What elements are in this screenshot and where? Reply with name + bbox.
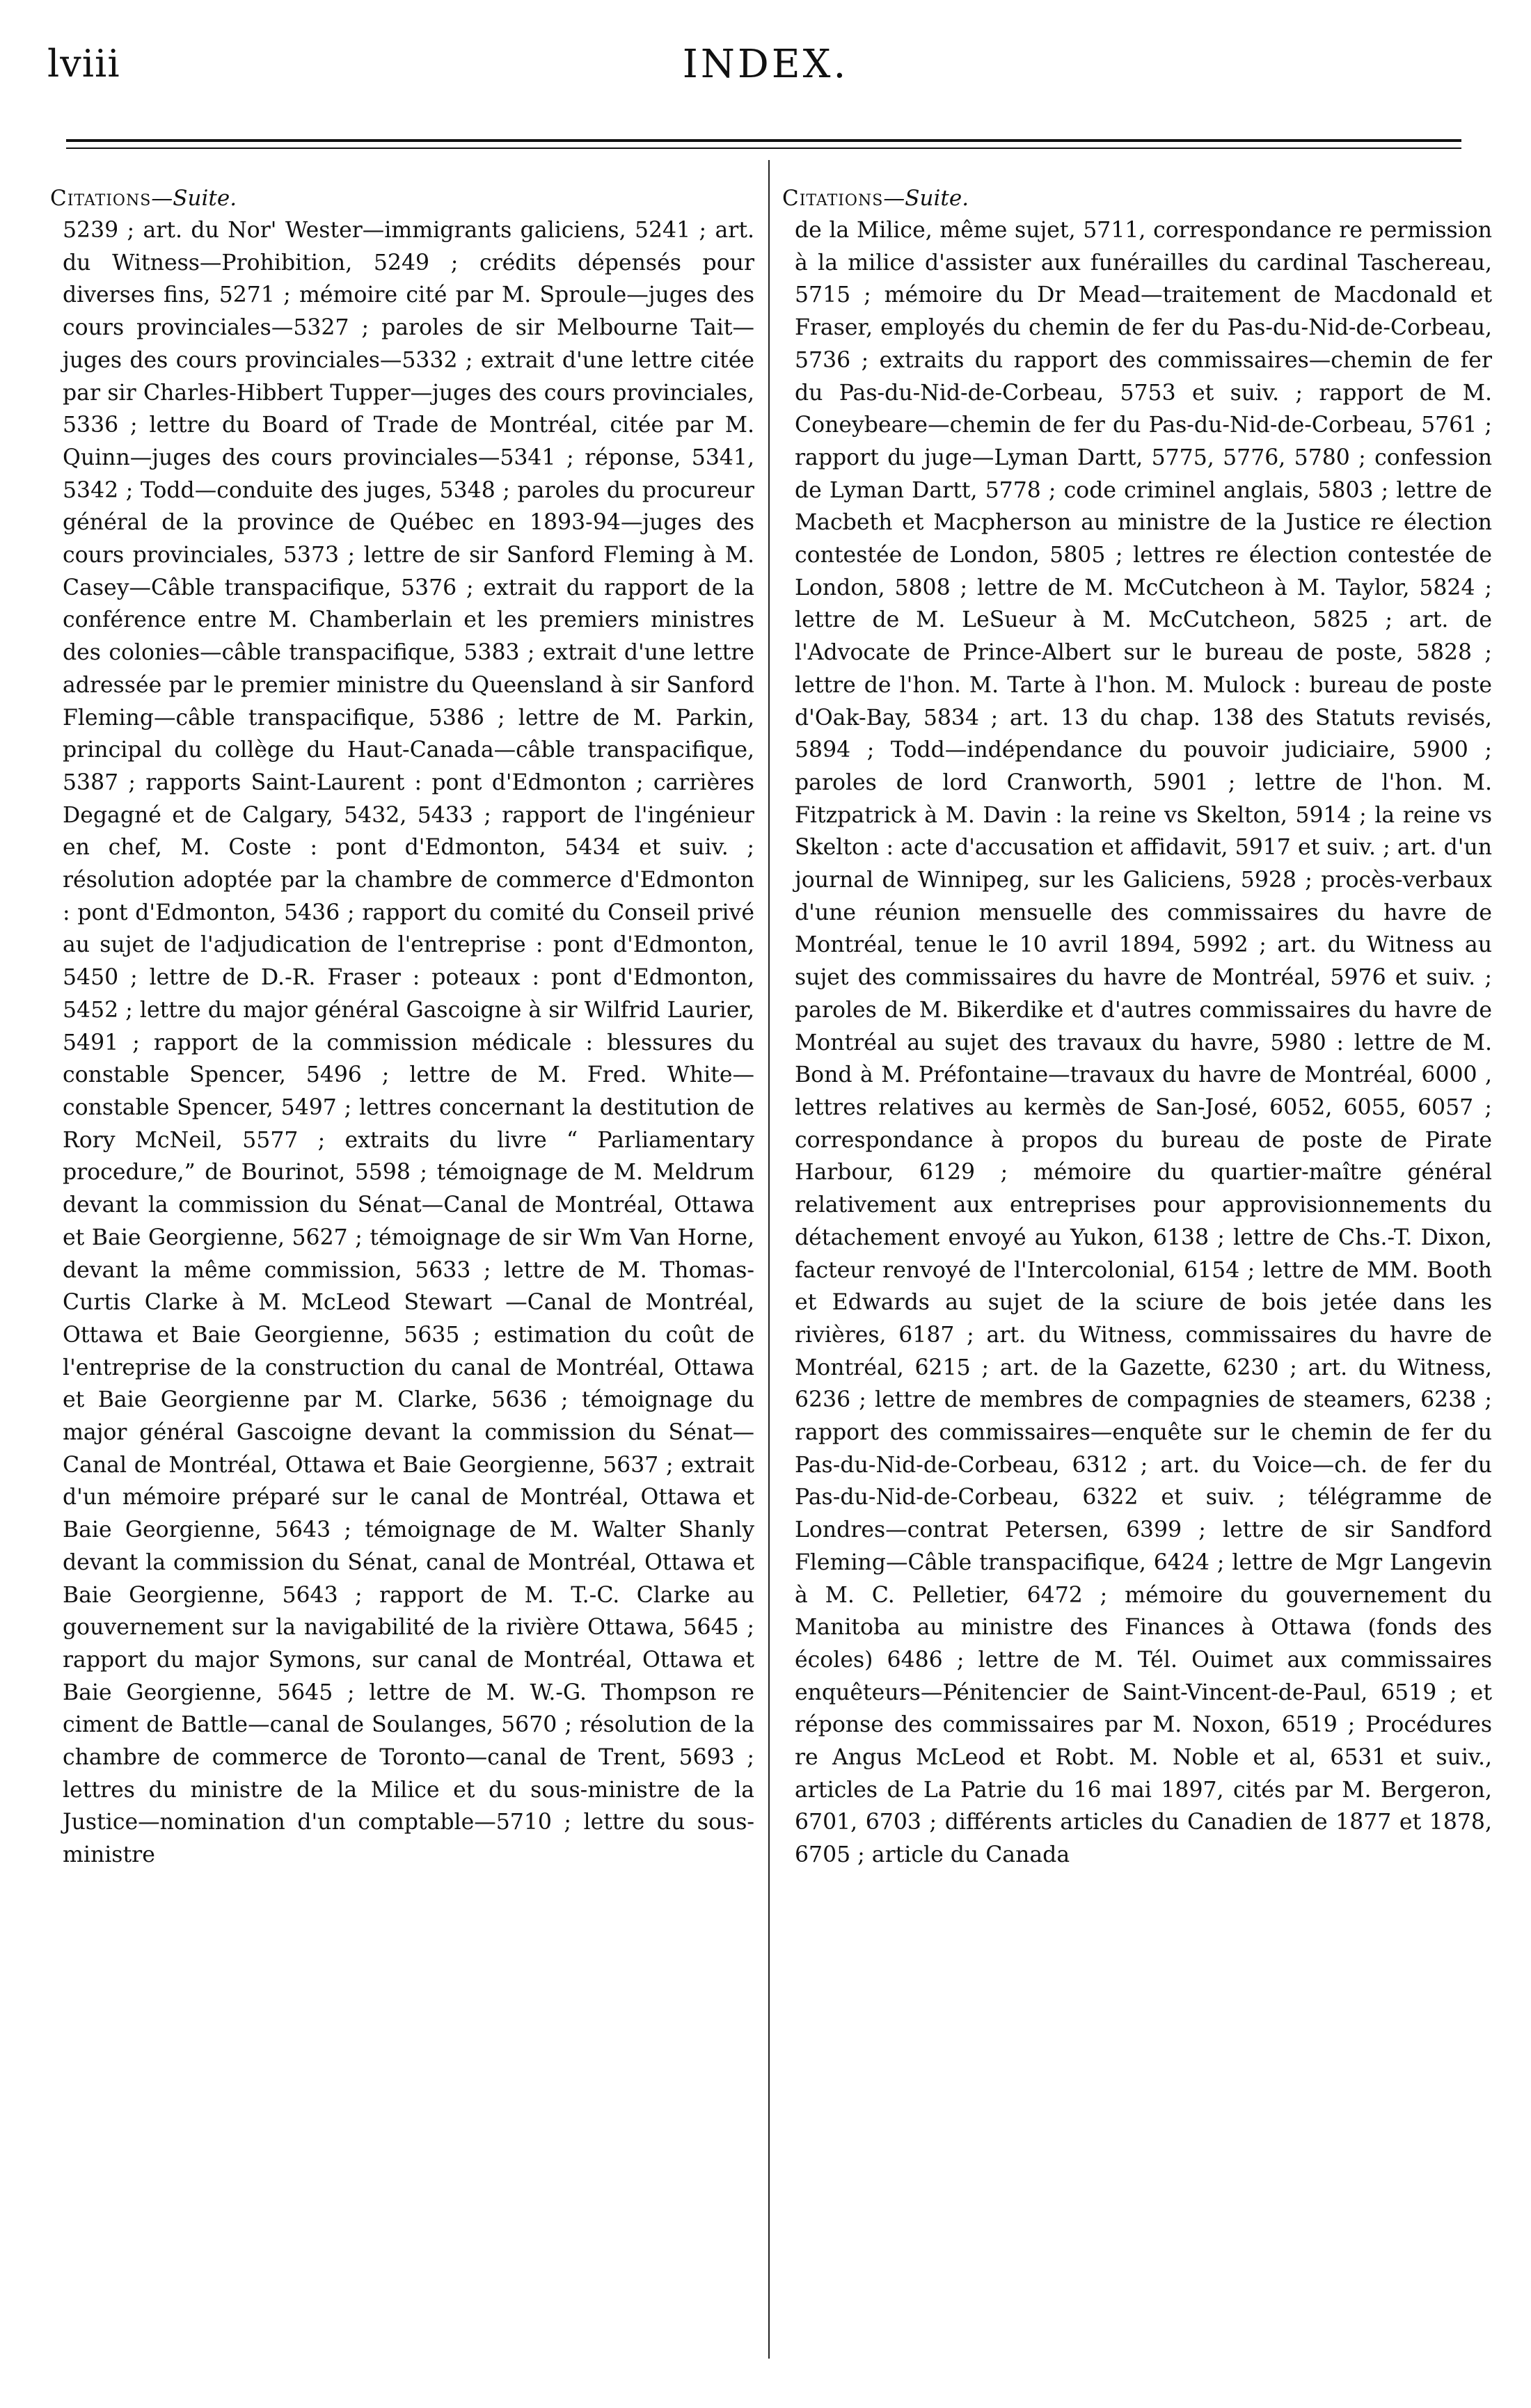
left-column-text: 5239 ; art. du Nor' Wester—immigrants galiciens, 5241 ; art. du Witness—Prohibition, 5249 ; crédits dépensés pour diverses fins, 5271 ; mémoire cité par M. Sproule—juges des cours provinciales—5327 ; paroles de sir Melbourne Tait—juges des cours provinciales—5332 ; extrait d'une lettre citée par sir Charles-Hibbert Tupper—juges des cours provinciales, 5336 ; lettre du Board of Trade de Montréal, citée par M. Quinn—juges des cours provinciales—5341 ; réponse, 5341, 5342 ; Todd—conduite des juges, 5348 ; paroles du procureur général de la province de Québec en 1893-94—juges des cours provinciales, 5373 ; lettre de sir Sanford Fleming à M. Casey—Câble transpacifique, 5376 ; extrait du rapport de la conférence entre M. Chamberlain et les premiers ministres des colonies—câble transpacifique, 5383 ; extrait d'une lettre adressée par le premier ministre du Queensland à sir Sanford Fleming—câble transpacifique, 5386 ; lettre de M. Parkin, principal du collège du Haut-Canada—câble transpacifique, 5387 ; rapports Saint-Laurent : pont d'Edmonton ; carrières Degagné et de Calgary, 5432, 5433 ; rapport de l'ingénieur en chef, M. Coste : pont d'Edmonton, 5434 et suiv. ; résolution adoptée par la chambre de commerce d'Edmonton : pont d'Edmonton, 5436 ; rapport du comité du Conseil privé au sujet de l'adjudication de l'entreprise : pont d'Edmonton, 5450 ; lettre de D.-R. Fraser : poteaux : pont d'Edmonton, 5452 ; lettre du major général Gascoigne à sir Wilfrid Laurier, 5491 ; rapport de la commission médicale : blessures du constable Spencer, 5496 ; lettre de M. Fred. White—constable Spencer, 5497 ; lettres concernant la destitution de Rory McNeil, 5577 ; extraits du livre “ Parliamentary procedure,” de Bourinot, 5598 ; témoignage de M. Meldrum devant la commission du Sénat—Canal de Montréal, Ottawa et Baie Georgienne, 5627 ; témoignage de sir Wm Van Horne, devant la même commission, 5633 ; lettre de M. Thomas-Curtis Clarke à M. McLeod Stewart —Canal de Montréal, Ottawa et Baie Georgienne, 5635 ; estimation du coût de l'entreprise de la construction du canal de Montréal, Ottawa et Baie Georgienne par M. Clarke, 5636 ; témoignage du major général Gascoigne devant la commission du Sénat—Canal de Montréal, Ottawa et Baie Georgienne, 5637 ; extrait d'un mémoire préparé sur le canal de Montréal, Ottawa et Baie Georgienne, 5643 ; témoignage de M. Walter Shanly devant la commission du Sénat, canal de Montréal, Ottawa et Baie Georgienne, 5643 ; rapport de M. T.-C. Clarke au gouvernement sur la navigabilité de la rivière Ottawa, 5645 ; rapport du major Symons, sur canal de Montréal, Ottawa et Baie Georgienne, 5645 ; lettre de M. W.-G. Thompson re ciment de Battle—canal de Soulanges, 5670 ; résolution de la chambre de commerce de Toronto—canal de Trent, 5693 ; lettres du ministre de la Milice et du sous-ministre de la Justice—nomination d'un comptable—5710 ; lettre du sous-ministre [63, 218, 754, 1868]
page-title: INDEX. [682, 42, 849, 87]
header-rule-thick [66, 139, 1461, 142]
right-column [782, 182, 1492, 2381]
right-heading-label: Citations [782, 186, 884, 211]
right-column-heading [782, 182, 1492, 214]
left-column [50, 182, 754, 2381]
header-rule-thin [66, 147, 1461, 149]
left-heading-label: Citations [50, 186, 152, 211]
right-heading-suffix: —Suite. [883, 186, 969, 211]
column-divider [768, 160, 770, 2359]
page-number: lviii [47, 42, 120, 86]
right-column-text: de la Milice, même sujet, 5711, correspondance re permission à la milice d'assister aux funérailles du cardinal Taschereau, 5715 ; mémoire du Dr Mead—traitement de Macdonald et Fraser, employés du chemin de fer du Pas-du-Nid-de-Corbeau, 5736 ; extraits du rapport des commissaires—chemin de fer du Pas-du-Nid-de-Corbeau, 5753 et suiv. ; rapport de M. Coneybeare—chemin de fer du Pas-du-Nid-de-Corbeau, 5761 ; rapport du juge—Lyman Dartt, 5775, 5776, 5780 ; confession de Lyman Dartt, 5778 ; code criminel anglais, 5803 ; lettre de Macbeth et Macpherson au ministre de la Justice re élection contestée de London, 5805 ; lettres re élection contestée de London, 5808 ; lettre de M. McCutcheon à M. Taylor, 5824 ; lettre de M. LeSueur à M. McCutcheon, 5825 ; art. de l'Advocate de Prince-Albert sur le bureau de poste, 5828 ; lettre de l'hon. M. Tarte à l'hon. M. Mulock : bureau de poste d'Oak-Bay, 5834 ; art. 13 du chap. 138 des Statuts revisés, 5894 ; Todd—indépendance du pouvoir judiciaire, 5900 ; paroles de lord Cranworth, 5901 ; lettre de l'hon. M. Fitzpatrick à M. Davin : la reine vs Skelton, 5914 ; la reine vs Skelton : acte d'accusation et affidavit, 5917 et suiv. ; art. d'un journal de Winnipeg, sur les Galiciens, 5928 ; procès-verbaux d'une réunion mensuelle des commissaires du havre de Montréal, tenue le 10 avril 1894, 5992 ; art. du Witness au sujet des commissaires du havre de Montréal, 5976 et suiv. ; paroles de M. Bikerdike et d'autres commissaires du havre de Montréal au sujet des travaux du havre, 5980 : lettre de M. Bond à M. Préfontaine—travaux du havre de Montréal, 6000 , lettres relatives au kermès de San-José, 6052, 6055, 6057 ; correspondance à propos du bureau de poste de Pirate Harbour, 6129 ; mémoire du quartier-maître général relativement aux entreprises pour approvisionnements du détachement envoyé au Yukon, 6138 ; lettre de Chs.-T. Dixon, facteur renvoyé de l'Intercolonial, 6154 ; lettre de MM. Booth et Edwards au sujet de la sciure de bois jetée dans les rivières, 6187 ; art. du Witness, commissaires du havre de Montréal, 6215 ; art. de la Gazette, 6230 ; art. du Witness, 6236 ; lettre de membres de compagnies de steamers, 6238 ; rapport des commissaires—enquête sur le chemin de fer du Pas-du-Nid-de-Corbeau, 6312 ; art. du Voice—ch. de fer du Pas-du-Nid-de-Corbeau, 6322 et suiv. ; télégramme de Londres—contrat Petersen, 6399 ; lettre de sir Sandford Fleming—Câble transpacifique, 6424 ; lettre de Mgr Langevin à M. C. Pelletier, 6472 ; mémoire du gouvernement du Manitoba au ministre des Finances à Ottawa (fonds des écoles) 6486 ; lettre de M. Tél. Ouimet aux commissaires enquêteurs—Pénitencier de Saint-Vincent-de-Paul, 6519 ; et réponse des commissaires par M. Noxon, 6519 ; Procédures re Angus McLeod et Robt. M. Noble et al, 6531 et suiv., articles de La Patrie du 16 mai 1897, cités par M. Bergeron, 6701, 6703 ; différents articles du Canadien de 1877 et 1878, 6705 ; article du Canada [795, 218, 1492, 1868]
left-column-heading [50, 182, 754, 214]
left-heading-suffix: —Suite. [151, 186, 237, 211]
